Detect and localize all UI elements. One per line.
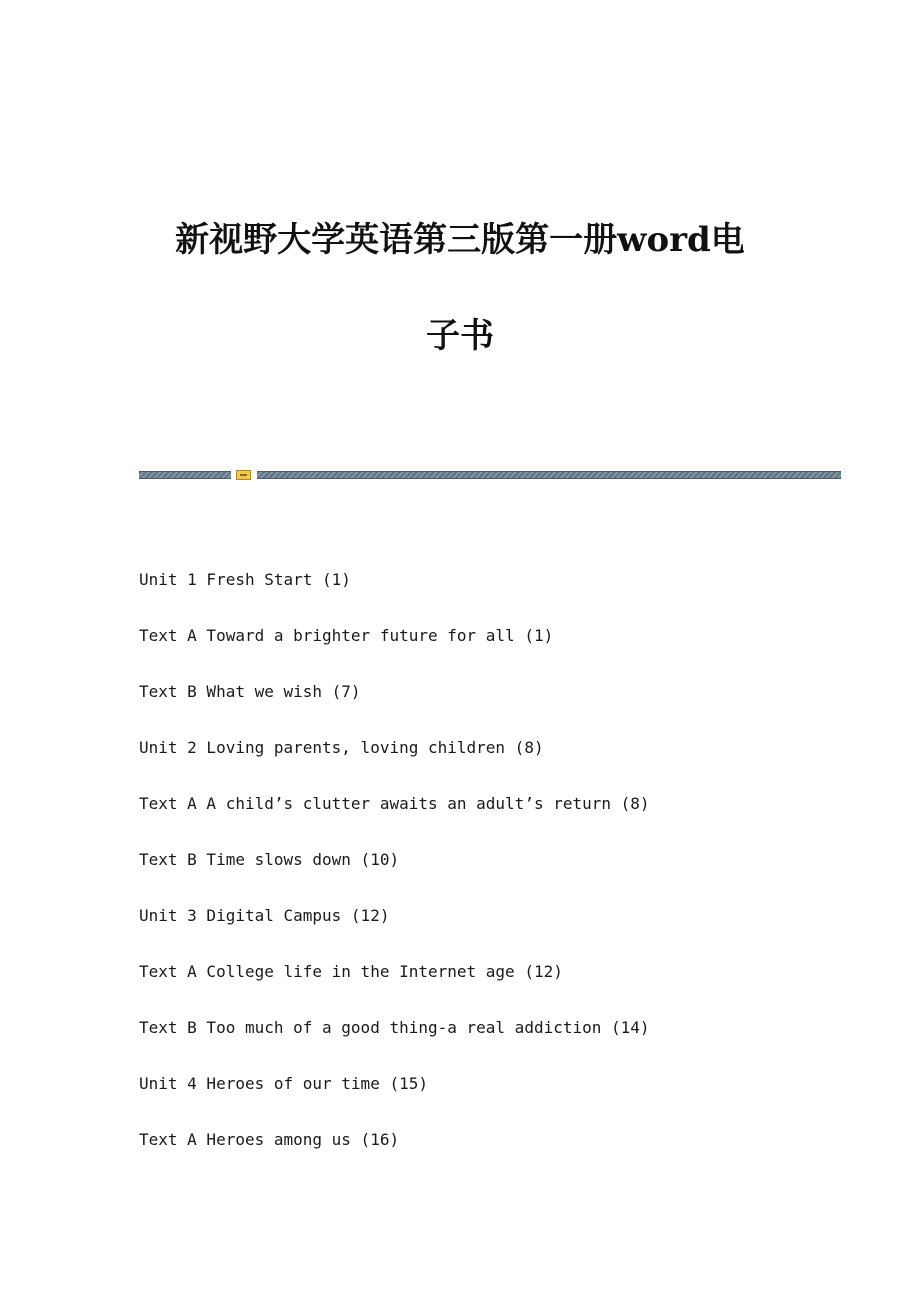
- toc-item[interactable]: Text B Too much of a good thing-a real addiction (14): [139, 1018, 650, 1037]
- divider-emblem-icon: [236, 470, 251, 480]
- toc-item[interactable]: Unit 2 Loving parents, loving children (8): [139, 738, 544, 757]
- toc-item[interactable]: Unit 4 Heroes of our time (15): [139, 1074, 428, 1093]
- toc-item[interactable]: Text B What we wish (7): [139, 682, 361, 701]
- toc-item[interactable]: Unit 1 Fresh Start (1): [139, 570, 351, 589]
- toc-item[interactable]: Unit 3 Digital Campus (12): [139, 906, 390, 925]
- divider-bar-right: [257, 471, 841, 479]
- table-of-contents: [139, 566, 879, 1182]
- toc-item[interactable]: Text A College life in the Internet age (12): [139, 962, 563, 981]
- toc-item[interactable]: Text A Heroes among us (16): [139, 1130, 400, 1149]
- divider-bar-left: [139, 471, 231, 479]
- document-title-line-2: 子书: [426, 316, 494, 356]
- decorative-divider: [139, 470, 841, 480]
- toc-item[interactable]: Text B Time slows down (10): [139, 850, 400, 869]
- document-title-line-1: 新视野大学英语第三版第一册word电: [175, 220, 745, 260]
- toc-item[interactable]: Text A Toward a brighter future for all (1): [139, 626, 554, 645]
- toc-item[interactable]: Text A A child’s clutter awaits an adult’s return (8): [139, 794, 650, 813]
